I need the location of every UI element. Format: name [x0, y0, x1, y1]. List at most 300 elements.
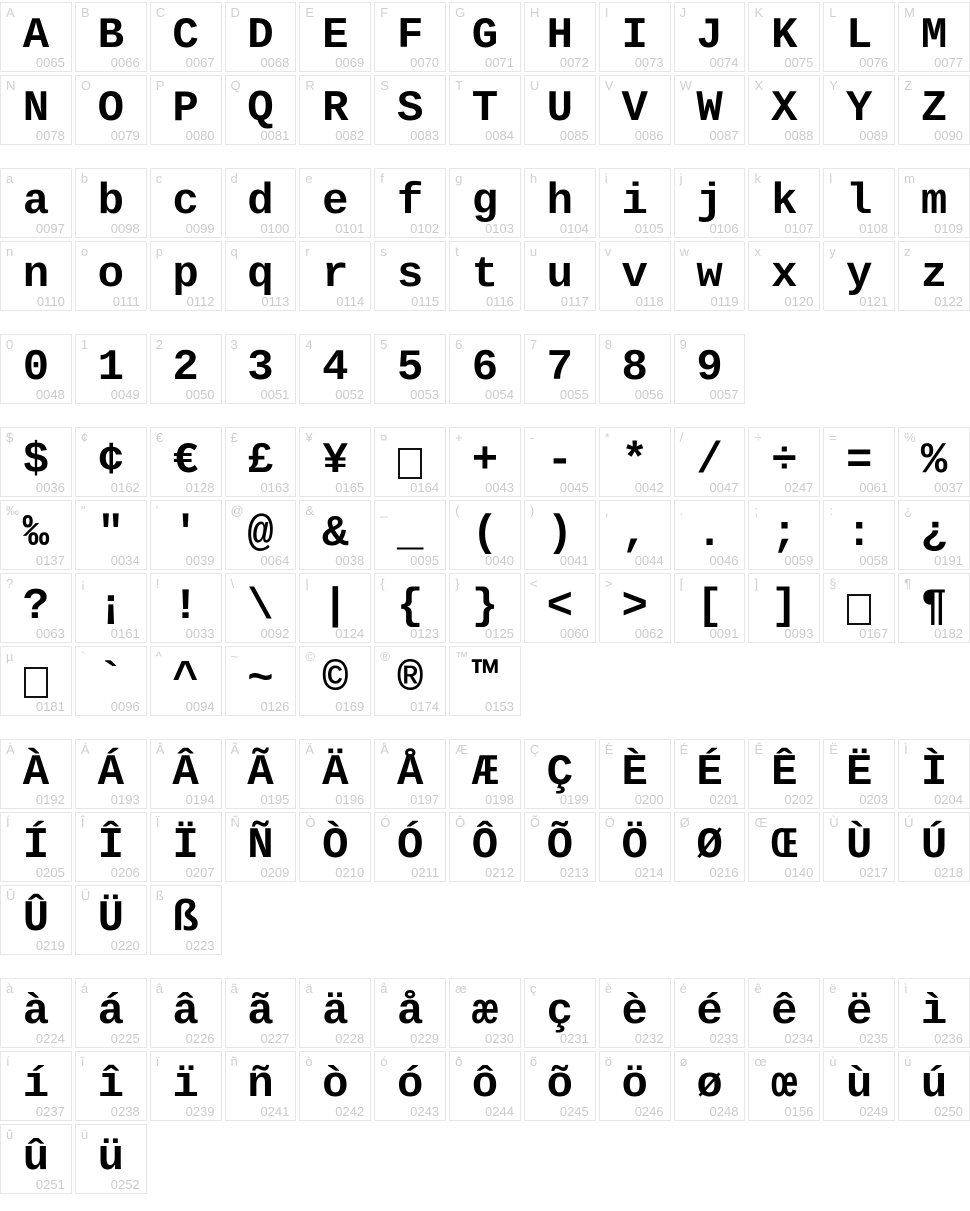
- cell-glyph: ': [172, 509, 199, 559]
- cell-char-label: ): [529, 503, 535, 518]
- char-cell: [0, 573, 72, 643]
- cell-code: 0054: [485, 387, 514, 403]
- cell-glyph: ¶: [920, 582, 948, 632]
- cell-glyph: Z: [920, 84, 948, 134]
- cell-char-label: æ: [455, 981, 467, 996]
- cell-glyph: ¥: [322, 436, 349, 486]
- charmap-row: [0, 812, 970, 882]
- cell-code: 0045: [559, 480, 589, 496]
- cell-code: 0251: [35, 1177, 65, 1193]
- cell-glyph: ó: [396, 1060, 424, 1110]
- cell-char-label: À: [6, 742, 15, 757]
- char-cell: [599, 573, 671, 643]
- cell-char-label: Z: [904, 78, 913, 93]
- cell-code: 0055: [559, 387, 589, 403]
- char-cell: [0, 646, 72, 716]
- char-cell: [674, 978, 746, 1048]
- char-cell: [674, 1051, 746, 1121]
- char-cell: [449, 500, 521, 570]
- charmap-row: [0, 241, 970, 311]
- char-cell: [524, 978, 596, 1048]
- cell-char-label: Ë: [829, 742, 838, 757]
- cell-glyph: D: [247, 11, 274, 61]
- cell-glyph: È: [621, 748, 648, 798]
- cell-char-label: t: [455, 244, 459, 259]
- char-cell: [524, 573, 596, 643]
- cell-char-label: p: [155, 244, 163, 259]
- char-cell: [449, 168, 521, 238]
- cell-code: 0203: [859, 792, 889, 808]
- cell-code: 0061: [859, 480, 889, 496]
- cell-char-label: ü: [80, 1127, 89, 1142]
- cell-char-label: ï: [155, 1054, 160, 1069]
- cell-glyph: f: [396, 177, 424, 227]
- cell-code: 0236: [934, 1031, 963, 1047]
- cell-char-label: f: [380, 171, 384, 186]
- cell-char-label: Õ: [529, 815, 541, 830]
- cell-char-label: ß: [155, 888, 164, 903]
- cell-char-label: Ò: [305, 815, 316, 830]
- cell-char-label: =: [829, 430, 837, 445]
- cell-char-label: D: [230, 5, 240, 20]
- cell-char-label: ¿: [904, 503, 913, 518]
- cell-char-label: O: [80, 78, 91, 93]
- cell-glyph: Ñ: [247, 821, 274, 871]
- char-cell: [299, 1051, 371, 1121]
- cell-glyph: h: [546, 177, 574, 227]
- char-cell: [599, 739, 671, 809]
- cell-code: 0071: [485, 55, 514, 71]
- cell-char-label: è: [604, 981, 612, 996]
- cell-char-label: z: [904, 244, 911, 259]
- cell-char-label: _: [380, 503, 388, 518]
- cell-char-label: Å: [380, 742, 389, 757]
- cell-code: 0230: [485, 1031, 514, 1047]
- cell-char-label: W: [679, 78, 692, 93]
- cell-glyph: !: [172, 582, 199, 632]
- cell-code: 0229: [410, 1031, 440, 1047]
- char-cell: [0, 812, 72, 882]
- char-cell: [524, 334, 596, 404]
- cell-glyph: C: [172, 11, 199, 61]
- char-cell: [524, 2, 596, 72]
- cell-glyph: õ: [546, 1060, 574, 1110]
- char-cell: [225, 427, 297, 497]
- cell-code: 0094: [185, 699, 215, 715]
- char-cell: [524, 241, 596, 311]
- cell-glyph: Ä: [322, 748, 349, 798]
- charmap-row: [0, 1124, 970, 1194]
- cell-char-label: B: [80, 5, 90, 20]
- char-cell: [0, 334, 72, 404]
- cell-code: 0076: [859, 55, 889, 71]
- cell-glyph: P: [172, 84, 199, 134]
- cell-char-label: á: [80, 981, 89, 996]
- cell-glyph: à: [22, 987, 50, 1037]
- cell-char-label: X: [754, 78, 764, 93]
- cell-char-label: ê: [754, 981, 762, 996]
- cell-code: 0214: [634, 865, 664, 881]
- cell-code: 0207: [185, 865, 215, 881]
- cell-glyph: x: [771, 250, 798, 300]
- cell-glyph: Û: [22, 894, 50, 944]
- cell-char-label: r: [305, 244, 310, 259]
- cell-char-label: £: [230, 430, 238, 445]
- cell-char-label: C: [155, 5, 166, 20]
- cell-glyph: Œ: [771, 821, 798, 871]
- cell-glyph: /: [696, 436, 723, 486]
- cell-code: 0100: [260, 221, 290, 237]
- cell-code: 0128: [185, 480, 215, 496]
- char-cell: [449, 573, 521, 643]
- charmap-row: [0, 739, 970, 809]
- cell-code: 0048: [35, 387, 65, 403]
- cell-code: 0238: [110, 1104, 140, 1120]
- cell-code: 0163: [260, 480, 290, 496]
- char-cell: [0, 739, 72, 809]
- cell-glyph: Ç: [546, 748, 574, 798]
- cell-char-label: E: [305, 5, 315, 20]
- cell-glyph: Ø: [696, 821, 723, 871]
- cell-char-label: ú: [904, 1054, 912, 1069]
- cell-glyph: 7: [546, 343, 574, 393]
- char-cell: [75, 500, 147, 570]
- cell-glyph: {: [396, 582, 424, 632]
- char-cell: [299, 2, 371, 72]
- cell-code: 0217: [859, 865, 889, 881]
- char-cell: [75, 427, 147, 497]
- char-cell: [374, 168, 446, 238]
- cell-glyph: Ü: [97, 894, 124, 944]
- cell-char-label: >: [604, 576, 613, 591]
- cell-code: 0115: [411, 294, 440, 310]
- cell-glyph: $: [22, 436, 50, 486]
- cell-glyph: %: [920, 436, 948, 486]
- char-cell: [374, 573, 446, 643]
- cell-code: 0049: [110, 387, 140, 403]
- cell-glyph: (: [471, 509, 499, 559]
- cell-glyph: r: [322, 250, 349, 300]
- cell-code: 0070: [410, 55, 440, 71]
- cell-glyph: S: [396, 84, 424, 134]
- cell-code: 0075: [784, 55, 814, 71]
- char-cell: [748, 739, 820, 809]
- char-cell: [748, 427, 820, 497]
- cell-char-label: 0: [6, 337, 14, 352]
- cell-char-label: ô: [455, 1054, 463, 1069]
- cell-glyph: ‰: [22, 509, 50, 559]
- cell-code: 0077: [934, 55, 963, 71]
- cell-code: 0226: [185, 1031, 215, 1047]
- cell-glyph: 5: [396, 343, 424, 393]
- char-cell: [374, 812, 446, 882]
- cell-glyph: s: [396, 250, 424, 300]
- cell-code: 0165: [335, 480, 365, 496]
- cell-char-label: w: [679, 244, 689, 259]
- cell-code: 0104: [559, 221, 589, 237]
- char-cell: [898, 573, 970, 643]
- cell-glyph: Ù: [846, 821, 873, 871]
- cell-glyph: t: [471, 250, 499, 300]
- cell-glyph: a: [22, 177, 50, 227]
- cell-char-label: }: [455, 576, 460, 591]
- cell-char-label: P: [155, 78, 165, 93]
- cell-char-label: i: [604, 171, 608, 186]
- cell-code: 0039: [185, 553, 215, 569]
- cell-code: 0083: [410, 128, 440, 144]
- cell-char-label: d: [230, 171, 238, 186]
- cell-glyph: ?: [22, 582, 50, 632]
- char-cell: [524, 1051, 596, 1121]
- cell-char-label: J: [679, 5, 687, 20]
- char-cell: [150, 978, 222, 1048]
- cell-code: 0118: [635, 294, 664, 310]
- cell-glyph: ä: [322, 987, 349, 1037]
- char-cell: [599, 500, 671, 570]
- cell-char-label: 3: [230, 337, 238, 352]
- cell-code: 0242: [335, 1104, 365, 1120]
- char-cell: [599, 978, 671, 1048]
- cell-glyph: T: [471, 84, 499, 134]
- cell-code: 0066: [110, 55, 140, 71]
- cell-glyph: ™: [471, 655, 499, 705]
- char-cell: [299, 500, 371, 570]
- cell-char-label: c: [155, 171, 163, 186]
- cell-code: 0231: [559, 1031, 589, 1047]
- cell-code: 0044: [634, 553, 664, 569]
- cell-char-label: I: [604, 5, 609, 20]
- cell-char-label: e: [305, 171, 313, 186]
- cell-code: 0247: [784, 480, 814, 496]
- cell-char-label: K: [754, 5, 764, 20]
- char-cell: [748, 978, 820, 1048]
- cell-code: 0073: [634, 55, 664, 71]
- cell-glyph: J: [696, 11, 723, 61]
- cell-glyph: e: [322, 177, 349, 227]
- cell-glyph: m: [920, 177, 948, 227]
- cell-glyph: ¢: [97, 436, 124, 486]
- cell-code: 0105: [634, 221, 664, 237]
- section-digits: [0, 334, 970, 404]
- char-cell: [674, 241, 746, 311]
- charmap-row: [0, 427, 970, 497]
- cell-char-label: Q: [230, 78, 241, 93]
- cell-char-label: ,: [604, 503, 609, 518]
- cell-code: 0225: [110, 1031, 140, 1047]
- cell-char-label: a: [6, 171, 14, 186]
- cell-char-label: Ø: [679, 815, 690, 830]
- char-cell: [524, 168, 596, 238]
- cell-code: 0082: [335, 128, 365, 144]
- cell-char-label: [: [679, 576, 684, 591]
- cell-code: 0112: [186, 294, 215, 310]
- cell-char-label: n: [6, 244, 14, 259]
- cell-glyph: -: [546, 436, 574, 486]
- char-cell: [748, 2, 820, 72]
- char-cell: [0, 2, 72, 72]
- char-cell: [0, 1124, 72, 1194]
- char-cell: [449, 427, 521, 497]
- char-cell: [374, 978, 446, 1048]
- cell-code: 0181: [35, 699, 65, 715]
- cell-glyph: L: [846, 11, 873, 61]
- cell-char-label: 4: [305, 337, 313, 352]
- cell-char-label: ø: [679, 1054, 688, 1069]
- cell-code: 0164: [410, 480, 440, 496]
- cell-char-label: ;: [754, 503, 759, 518]
- cell-code: 0233: [709, 1031, 739, 1047]
- char-cell: [674, 500, 746, 570]
- cell-glyph: í: [22, 1060, 50, 1110]
- cell-char-label: ÷: [754, 430, 762, 445]
- cell-code: 0212: [485, 865, 514, 881]
- cell-char-label: N: [6, 78, 16, 93]
- char-cell: [75, 1051, 147, 1121]
- cell-code: 0056: [634, 387, 664, 403]
- cell-char-label: .: [679, 503, 684, 518]
- char-cell: [599, 2, 671, 72]
- cell-glyph: M: [920, 11, 948, 61]
- char-cell: [150, 427, 222, 497]
- cell-glyph: Æ: [471, 748, 499, 798]
- char-cell: [823, 241, 895, 311]
- cell-char-label: ]: [754, 576, 759, 591]
- cell-code: 0053: [410, 387, 440, 403]
- char-cell: [225, 646, 297, 716]
- section-lowercase: [0, 168, 970, 311]
- cell-char-label: Ä: [305, 742, 315, 757]
- cell-code: 0043: [485, 480, 514, 496]
- cell-glyph: œ: [771, 1060, 798, 1110]
- char-cell: [374, 1051, 446, 1121]
- cell-char-label: l: [829, 171, 833, 186]
- cell-glyph: d: [247, 177, 274, 227]
- char-cell: [150, 2, 222, 72]
- char-cell: [225, 168, 297, 238]
- cell-code: 0195: [260, 792, 290, 808]
- cell-code: 0114: [336, 294, 365, 310]
- cell-char-label: ç: [529, 981, 537, 996]
- char-cell: [374, 334, 446, 404]
- char-cell: [0, 978, 72, 1048]
- char-cell: [374, 2, 446, 72]
- char-cell: [0, 168, 72, 238]
- cell-code: 0124: [335, 626, 365, 642]
- cell-code: 0065: [35, 55, 65, 71]
- cell-char-label: o: [80, 244, 89, 259]
- cell-glyph: V: [621, 84, 648, 134]
- cell-code: 0205: [35, 865, 65, 881]
- cell-glyph: Ê: [771, 748, 798, 798]
- cell-glyph: å: [396, 987, 424, 1037]
- cell-glyph: X: [771, 84, 798, 134]
- cell-code: 0050: [185, 387, 215, 403]
- char-cell: [748, 168, 820, 238]
- char-cell: [225, 75, 297, 145]
- cell-code: 0199: [559, 792, 589, 808]
- section-uppercase-accents: [0, 739, 970, 955]
- char-cell: [150, 168, 222, 238]
- char-cell: [374, 646, 446, 716]
- cell-glyph: ç: [546, 987, 574, 1037]
- cell-char-label: S: [380, 78, 389, 93]
- char-cell: [823, 739, 895, 809]
- charmap-row: [0, 1051, 970, 1121]
- cell-code: 0081: [260, 128, 290, 144]
- cell-code: 0090: [934, 128, 963, 144]
- cell-code: 0220: [110, 938, 140, 954]
- cell-code: 0126: [260, 699, 290, 715]
- cell-char-label: ": [80, 503, 86, 518]
- cell-char-label: -: [529, 430, 535, 445]
- cell-glyph: ë: [846, 987, 873, 1037]
- char-cell: [225, 334, 297, 404]
- char-cell: [75, 885, 147, 955]
- cell-glyph: *: [621, 436, 648, 486]
- cell-glyph: 2: [172, 343, 199, 393]
- cell-glyph: y: [846, 250, 873, 300]
- cell-glyph: +: [471, 436, 499, 486]
- cell-glyph: 0: [22, 343, 50, 393]
- cell-glyph: ®: [396, 655, 424, 705]
- cell-char-label: §: [829, 576, 837, 591]
- cell-glyph: ï: [172, 1060, 199, 1110]
- cell-char-label: é: [679, 981, 687, 996]
- cell-char-label: {: [380, 576, 385, 591]
- cell-char-label: ~: [230, 649, 239, 664]
- charmap-row: [0, 646, 970, 716]
- char-cell: [75, 75, 147, 145]
- cell-glyph: ÷: [771, 436, 798, 486]
- cell-glyph: 4: [322, 343, 349, 393]
- cell-glyph: ^: [172, 655, 199, 705]
- cell-char-label: /: [679, 430, 684, 445]
- cell-glyph: &: [322, 509, 349, 559]
- cell-char-label: F: [380, 5, 389, 20]
- cell-glyph: ø: [696, 1060, 723, 1110]
- cell-char-label: G: [455, 5, 466, 20]
- cell-code: 0161: [110, 626, 140, 642]
- cell-char-label: Á: [80, 742, 90, 757]
- char-cell: [299, 739, 371, 809]
- cell-glyph: ù: [846, 1060, 873, 1110]
- cell-code: 0111: [112, 294, 140, 310]
- cell-glyph: \: [247, 582, 274, 632]
- char-cell: [449, 739, 521, 809]
- char-cell: [225, 739, 297, 809]
- cell-glyph: î: [97, 1060, 124, 1110]
- cell-code: 0227: [260, 1031, 290, 1047]
- charmap-row: [0, 573, 970, 643]
- cell-code: 0241: [260, 1104, 290, 1120]
- cell-glyph: K: [771, 11, 798, 61]
- cell-code: 0064: [260, 553, 290, 569]
- cell-glyph: ): [546, 509, 574, 559]
- cell-char-label: h: [529, 171, 538, 186]
- cell-char-label: L: [829, 5, 837, 20]
- char-cell: [674, 427, 746, 497]
- cell-glyph: ¡: [97, 582, 124, 632]
- char-cell: [225, 812, 297, 882]
- cell-code: 0106: [709, 221, 739, 237]
- cell-glyph: ñ: [247, 1060, 274, 1110]
- cell-glyph: Ã: [247, 748, 274, 798]
- charmap-row: [0, 75, 970, 145]
- cell-code: 0086: [634, 128, 664, 144]
- cell-code: 0224: [35, 1031, 65, 1047]
- cell-char-label: Ñ: [230, 815, 240, 830]
- cell-glyph: ;: [771, 509, 798, 559]
